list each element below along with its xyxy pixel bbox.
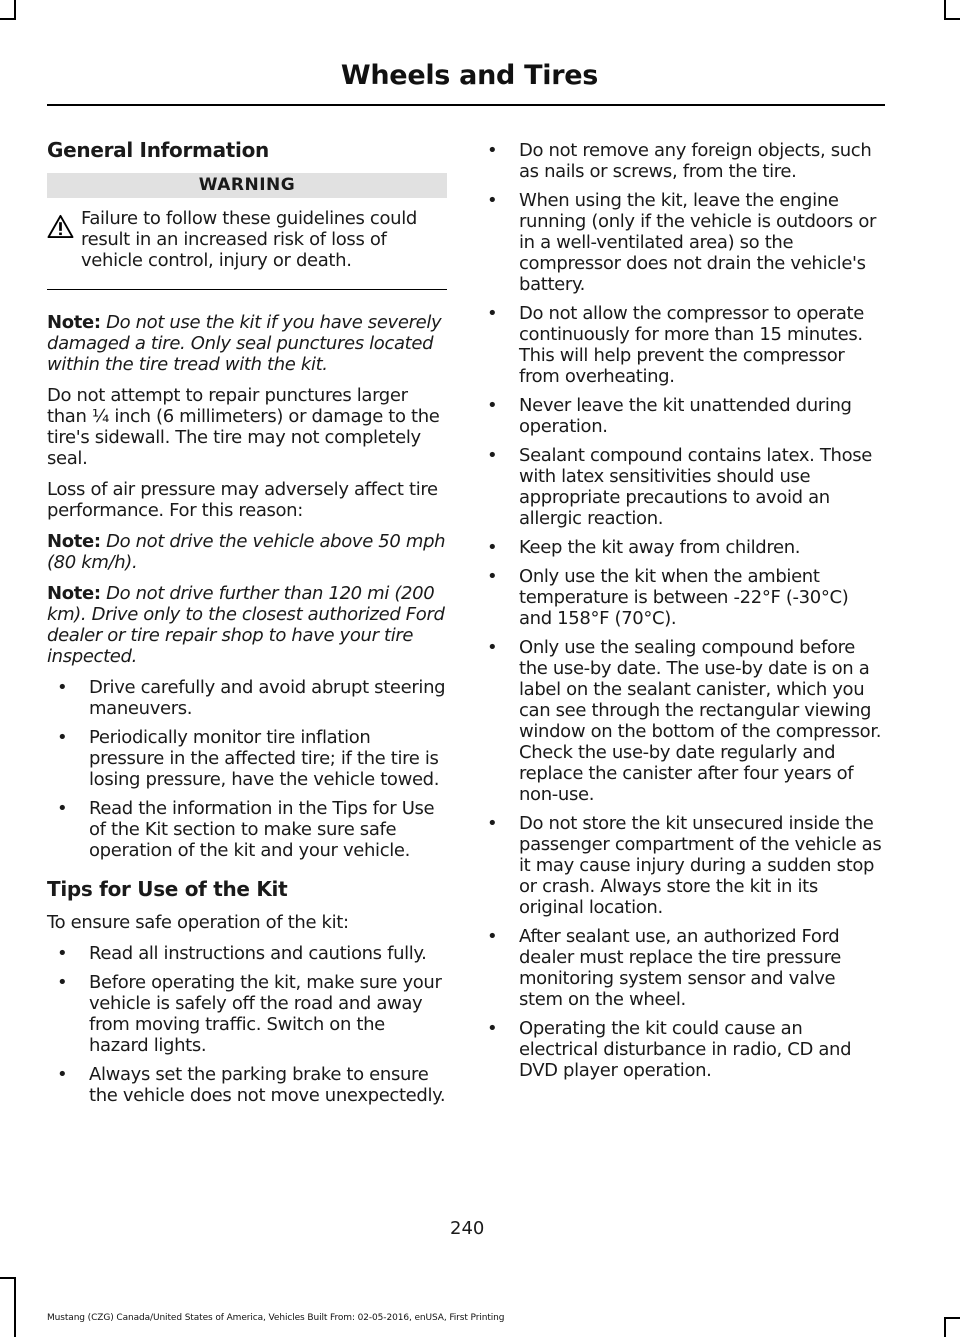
note-paragraph xyxy=(47,531,447,573)
page-number: 240 xyxy=(450,1218,485,1239)
list-item: • Drive carefully and avoid abrupt steering maneuvers. xyxy=(57,677,446,719)
list-item: • Only use the sealing compound before the use-by date. The use-by date is on a label on the sealant canister, which you can see through the rectangular viewing window on the bottom of the compressor. Check the use-by date regularly and replace the canister after four years of non-use. xyxy=(487,637,882,805)
page-title: Wheels and Tires xyxy=(340,60,598,91)
list-item: • Do not allow the compressor to operate continuously for more than 15 minutes. This will help prevent the compressor from overheating. xyxy=(487,303,864,387)
crop-mark xyxy=(0,18,16,20)
note-text: Do not use the kit if you have severely damaged a tire. Only seal punctures located within the tire tread with the kit. xyxy=(47,312,442,375)
bullet-list xyxy=(47,677,447,861)
body-paragraph: Loss of air pressure may adversely affect tire performance. For this reason: xyxy=(47,479,438,521)
note-paragraph xyxy=(47,583,447,667)
list-item: • Read all instructions and cautions fully. xyxy=(57,943,427,964)
crop-mark xyxy=(944,1317,960,1319)
note-label: Note: xyxy=(47,531,101,552)
crop-mark xyxy=(14,0,16,20)
list-item: • Always set the parking brake to ensure the vehicle does not move unexpectedly. xyxy=(57,1064,446,1106)
crop-mark xyxy=(944,18,960,20)
body-paragraph: Do not attempt to repair punctures larger than ¼ inch (6 millimeters) or damage to the tire's sidewall. The tire may not completely seal. xyxy=(47,385,440,469)
warning-label: WARNING xyxy=(47,173,447,198)
warning-triangle-icon xyxy=(47,214,74,239)
list-item: • Periodically monitor tire inflation pressure in the affected tire; if the tire is losing pressure, have the vehicle towed. xyxy=(57,727,440,790)
list-item: • Never leave the kit unattended during operation. xyxy=(487,395,852,437)
warning-box xyxy=(47,208,447,271)
bullet-list xyxy=(477,140,882,1081)
list-item: • Operating the kit could cause an electrical disturbance in radio, CD and DVD player operation. xyxy=(487,1018,852,1081)
left-column xyxy=(47,140,447,1116)
note-paragraph xyxy=(47,312,447,375)
list-item: • Do not store the kit unsecured inside the passenger compartment of the vehicle as it may cause injury during a sudden stop or crash. Always store the kit in its original location. xyxy=(487,813,882,918)
warning-text: Failure to follow these guidelines could result in an increased risk of loss of vehicle control, injury or death. xyxy=(81,208,417,271)
list-item: • Do not remove any foreign objects, such as nails or screws, from the tire. xyxy=(487,140,872,182)
list-item: • When using the kit, leave the engine running (only if the vehicle is outdoors or in a well-ventilated area) so the compressor does not drain the vehicle's battery. xyxy=(487,190,877,295)
section-heading-general: General Information xyxy=(47,138,269,162)
note-label: Note: xyxy=(47,312,101,333)
title-divider xyxy=(47,104,885,106)
list-item: • Only use the kit when the ambient temperature is between -22°F (-30°C) and 158°F (70°C). xyxy=(487,566,849,629)
footer-text: Mustang (CZG) Canada/United States of America, Vehicles Built From: 02-05-2016, enUSA, First Printing xyxy=(47,1313,505,1323)
crop-mark xyxy=(0,1277,16,1279)
note-text: Do not drive further than 120 mi (200 km). Drive only to the closest authorized Ford dealer or tire repair shop to have your tire inspected. xyxy=(47,583,445,667)
right-column xyxy=(477,140,882,1091)
body-paragraph: To ensure safe operation of the kit: xyxy=(47,912,349,933)
list-item: • Read the information in the Tips for Use of the Kit section to make sure safe operation of the kit and your vehicle. xyxy=(57,798,435,861)
crop-mark xyxy=(14,1277,16,1337)
list-item: • Keep the kit away from children. xyxy=(487,537,801,558)
crop-mark xyxy=(944,1317,946,1337)
warning-divider xyxy=(47,289,447,290)
list-item: • Before operating the kit, make sure your vehicle is safely off the road and away from moving traffic. Switch on the hazard lights. xyxy=(57,972,442,1056)
note-text: Do not drive the vehicle above 50 mph (80 km/h). xyxy=(47,531,446,573)
section-heading-tips: Tips for Use of the Kit xyxy=(47,877,288,901)
list-item: • After sealant use, an authorized Ford dealer must replace the tire pressure monitoring system sensor and valve stem on the wheel. xyxy=(487,926,841,1010)
bullet-list xyxy=(47,943,447,1106)
list-item: • Sealant compound contains latex. Those with latex sensitivities should use appropriate precautions to avoid an allergic reaction. xyxy=(487,445,873,529)
note-label: Note: xyxy=(47,583,101,604)
crop-mark xyxy=(944,0,946,20)
